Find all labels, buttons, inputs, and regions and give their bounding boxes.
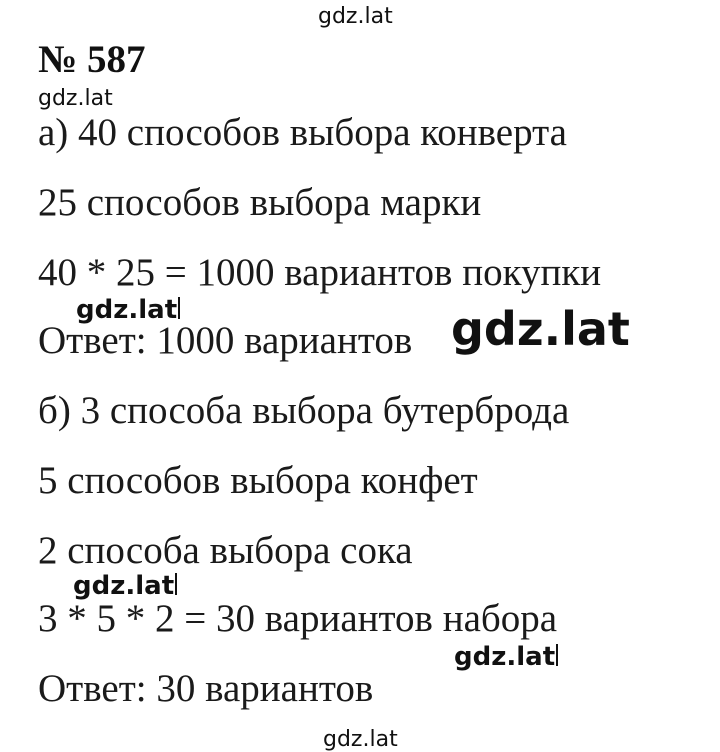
watermark-bold: gdz.lat: [73, 573, 177, 599]
solution-line: а) 40 способов выбора конверта: [38, 111, 567, 154]
watermark-bottom: gdz.lat: [323, 727, 398, 752]
watermark-top: gdz.lat: [318, 4, 393, 29]
answer-line: Ответ: 30 вариантов: [38, 667, 374, 710]
solution-line: 2 способа выбора сока: [38, 529, 413, 572]
watermark-bold: gdz.lat: [454, 644, 558, 670]
solution-line: б) 3 способа выбора бутерброда: [38, 389, 570, 432]
solution-line: 25 способов выбора марки: [38, 181, 482, 224]
answer-line: Ответ: 1000 вариантов: [38, 319, 413, 362]
watermark-under-title: gdz.lat: [38, 86, 113, 111]
solution-line: 5 способов выбора конфет: [38, 459, 478, 502]
watermark-bold: gdz.lat: [76, 297, 180, 323]
problem-title: № 587: [38, 38, 146, 81]
solution-line: 3 * 5 * 2 = 30 вариантов набора: [38, 597, 558, 640]
watermark-bold-large: gdz.lat: [451, 302, 630, 356]
solution-line: 40 * 25 = 1000 вариантов покупки: [38, 251, 602, 294]
